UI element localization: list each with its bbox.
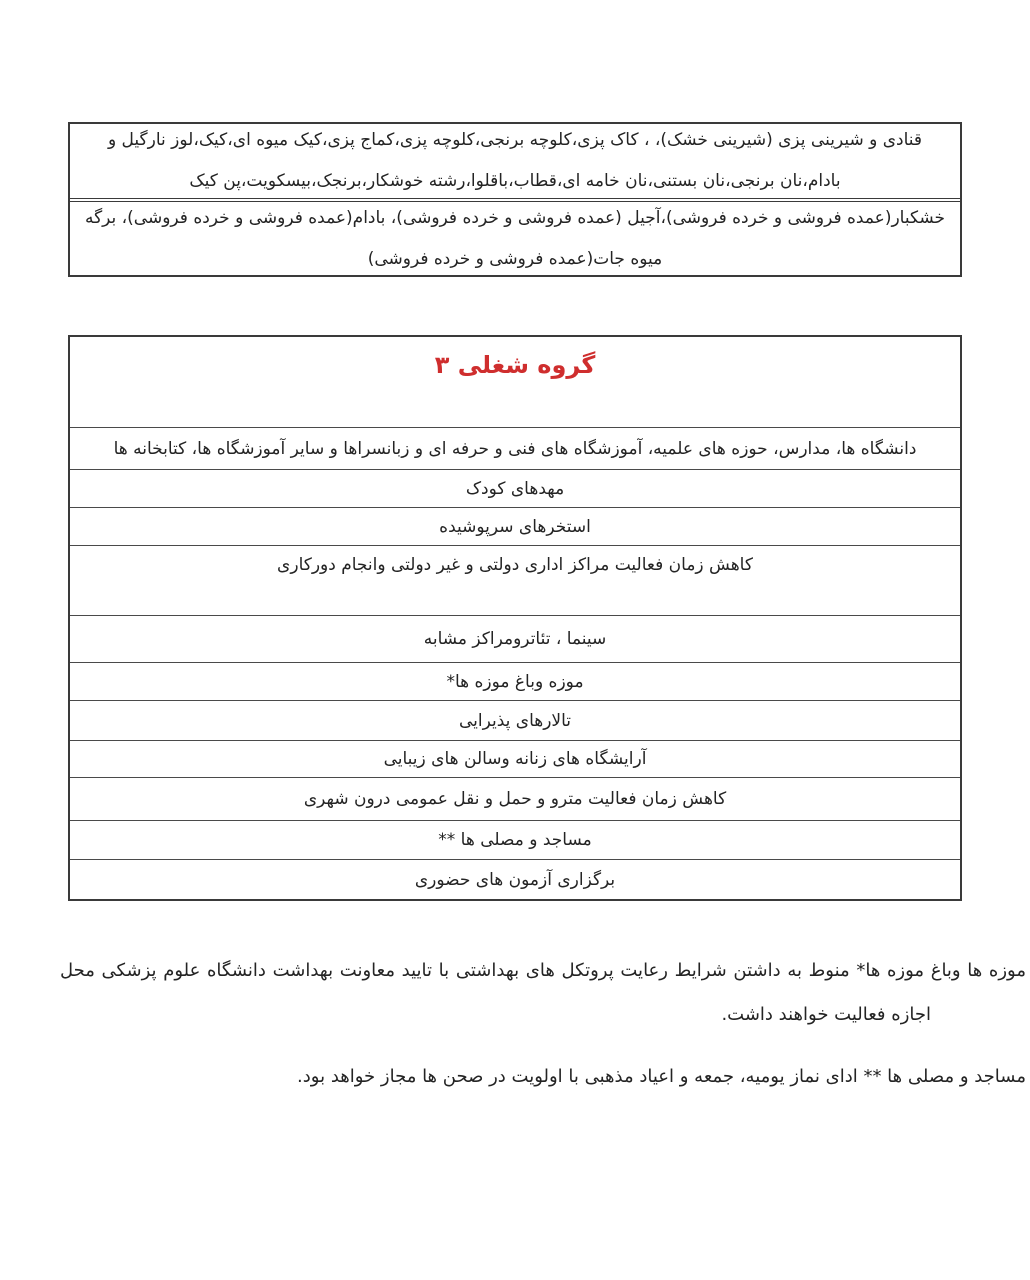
footnote-mosques: مساجد و مصلی ها ** ادای نماز یومیه، جمعه و اعیاد مذهبی با اولویت در صحن ها مجاز خواهد بود. [297, 1066, 1026, 1087]
table-row-confectionery: قنادی و شیرینی پزی (شیرینی خشک)، ، کاک پزی،کلوچه برنجی،کلوچه پزی،کماج پزی،کیک میوه ای،کیک،لوز نارگیل و بادام،نان برنجی،نان بستنی،نان خامه ای،قطاب،باقلوا،رشته خوشکار،برنجک،بیسکویت،پن کیک [70, 124, 960, 202]
job-group-title: گروه شغلی ۳ [434, 351, 596, 379]
row-cinema-theaters: سینما ، تئاترومراکز مشابه [70, 615, 960, 662]
table-food-categories [68, 122, 962, 277]
row-in-person-exams: برگزاری آزمون های حضوری [70, 859, 960, 899]
table-row-dried-goods: خشکبار(عمده فروشی و خرده فروشی)،آجیل (عمده فروشی و خرده فروشی)، بادام(عمده فروشی و خرده فروشی)، برگه میوه جات(عمده فروشی و خرده فروشی) [84, 207, 946, 269]
footnote-museums-line2: اجازه فعالیت خواهند داشت. [721, 1004, 931, 1025]
table-job-group-3 [68, 335, 962, 901]
footnote-museums [60, 956, 1026, 1030]
footnote-museums-line1: موزه ها وباغ موزه ها* منوط به داشتن شرایط رعایت پروتکل های بهداشتی با تایید معاونت بهداشت دانشگاه علوم پزشکی محل [60, 960, 1026, 981]
row-metro-public-transport: کاهش زمان فعالیت مترو و حمل و نقل عمومی درون شهری [70, 777, 960, 820]
row-admin-offices-telework: کاهش زمان فعالیت مراکز اداری دولتی و غیر دولتی وانجام دورکاری [70, 545, 960, 615]
row-reception-halls: تالارهای پذیرایی [70, 700, 960, 740]
row-kindergartens: مهدهای کودک [70, 469, 960, 507]
row-mosques: مساجد و مصلی ها ** [70, 820, 960, 859]
row-universities-schools: دانشگاه ها، مدارس، حوزه های علمیه، آموزشگاه های فنی و حرفه ای و زبانسراها و سایر آموزشگاه ها، کتابخانه ها [70, 427, 960, 469]
row-beauty-salons: آرایشگاه های زنانه وسالن های زیبایی [70, 740, 960, 777]
row-museums: موزه وباغ موزه ها* [70, 662, 960, 700]
row-indoor-pools: استخرهای سرپوشیده [70, 507, 960, 545]
